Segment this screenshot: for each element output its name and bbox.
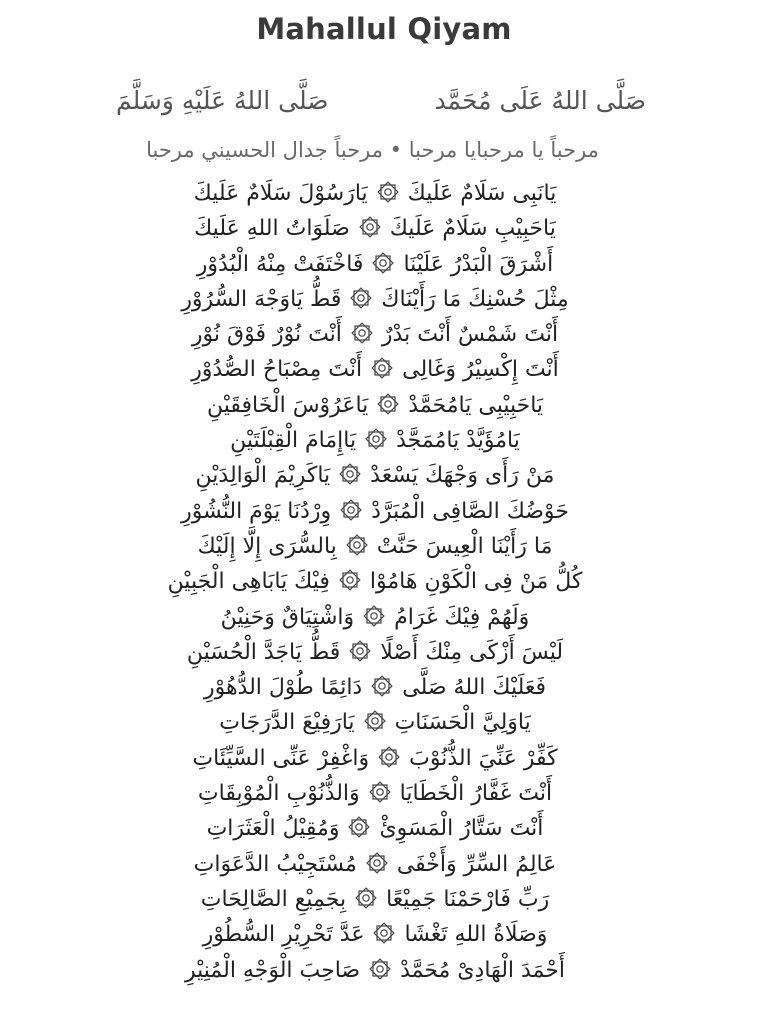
ornate-verse-separator-icon <box>371 675 393 697</box>
verse-line <box>60 176 690 211</box>
ornate-verse-separator-icon <box>359 216 381 238</box>
verse-second-half: وَاشْتِيَاقٌ وَحَنِيْنُ <box>220 604 355 630</box>
verse-second-half: فَاخْتَفَتْ مِنْهُ الْبُدُوْرِ <box>196 251 364 277</box>
verse-list <box>60 176 690 988</box>
verse-second-half: مُسْتَجِيْبُ الدَّعَوَاتِ <box>193 851 357 877</box>
verse-second-half: بِجَمِيْعِ الصَّالِحَاتِ <box>200 886 347 912</box>
verse-first-half: وَصَلَاةُ اللهِ تَغْشَا <box>404 922 548 948</box>
verse-second-half: وَمُقِيْلُ الْعَثَرَاتِ <box>206 816 340 842</box>
verse-second-half: يَارَسُوْلَ سَلَامٌ عَلَيكَ <box>193 181 368 206</box>
ornate-verse-separator-icon <box>366 852 388 874</box>
verse-second-half: وِرْدُنَا يَوْمَ النُّشُوْرِ <box>181 498 332 524</box>
verse-first-half: يَاحَبِيْبِى يَامُحَمَّدْ <box>408 392 544 418</box>
verse-line <box>60 917 690 952</box>
salawat-right: صَلَّى اللهُ عَلَى مُحَمَّد <box>434 86 646 115</box>
verse-line <box>60 705 690 740</box>
verse-first-half: مِثْلَ حُسْنِكَ مَا رَأَيْنَاكَ <box>381 286 569 312</box>
ornate-verse-separator-icon <box>340 499 362 521</box>
verse-line <box>60 847 690 882</box>
verse-second-half: أَنْتَ نُوْرٌ فَوْقَ نُوْرِ <box>191 322 342 348</box>
verse-second-half: صَلَوَاتُ اللهِ عَلَيكَ <box>194 216 350 242</box>
marhaban-line: مرحباً يا مرحبايا مرحبا • مرحباً جدال الحسيني مرحبا <box>146 138 599 162</box>
verse-first-half: يَانَبِى سَلَامٌ عَلَيكَ <box>407 181 557 206</box>
verse-line <box>60 953 690 988</box>
ornate-verse-separator-icon <box>339 463 361 485</box>
salawat-left: صَلَّى اللهُ عَلَيْهِ وَسَلَّمَ <box>116 86 329 115</box>
ornate-verse-separator-icon <box>377 181 399 203</box>
ornate-verse-separator-icon <box>377 393 399 415</box>
verse-line <box>60 388 690 423</box>
ornate-verse-separator-icon <box>350 287 372 309</box>
verse-second-half: يَاكَرِيْمَ الْوَالِدَيْنِ <box>195 463 331 489</box>
ornate-verse-separator-icon <box>339 569 361 591</box>
ornate-verse-separator-icon <box>363 605 385 627</box>
verse-second-half: دَائِمًا طُوْلَ الدُّهُوْرِ <box>203 675 363 701</box>
verse-second-half: قَطُّ يَاوَجْهَ السُّرُوْرِ <box>181 286 342 312</box>
verse-second-half: وَالذُّنُوْبِ الْمُوْبِقَاتِ <box>197 781 360 807</box>
verse-line <box>60 423 690 458</box>
verse-first-half: وَلَهُمْ فِيْكَ غَرَامُ <box>394 604 530 630</box>
verse-line <box>60 600 690 635</box>
verse-line <box>60 317 690 352</box>
verse-line <box>60 494 690 529</box>
verse-first-half: لَيْسَ أَزْكَى مِنْكَ أَصْلًا <box>380 639 564 665</box>
verse-first-half: يَاوَلِيَّ الْحَسَنَاتِ <box>394 710 531 736</box>
ornate-verse-separator-icon <box>364 710 386 732</box>
verse-second-half: وَاغْفِرْ عَنِّى السَّيِّئَاتِ <box>192 745 370 771</box>
ornate-verse-separator-icon <box>349 640 371 662</box>
verse-second-half: بِالسُّرَى إِلَّا إِلَيْكَ <box>197 533 337 559</box>
verse-line <box>60 211 690 246</box>
verse-second-half: يَاعَرُوْسَ الْخَافِقَيْنِ <box>206 392 369 418</box>
verse-second-half: صَاحِبَ الْوَجْهِ الْمُنِيْرِ <box>184 957 361 983</box>
ornate-verse-separator-icon <box>378 746 400 768</box>
verse-first-half: كُلُّ مَنْ فِى الْكَوْنِ هَامُوْا <box>369 569 583 595</box>
verse-first-half: أَنْتَ غَفَّارُ الْخَطَايَا <box>399 781 553 807</box>
ornate-verse-separator-icon <box>372 252 394 274</box>
verse-line <box>60 529 690 564</box>
verse-line <box>60 282 690 317</box>
verse-second-half: يَاإِمَامَ الْقِبْلَتَيْنِ <box>230 428 357 454</box>
verse-first-half: كَفِّرْ عَنِّيَ الذُّنُوْبَ <box>409 745 558 771</box>
ornate-verse-separator-icon <box>355 887 377 909</box>
ornate-verse-separator-icon <box>369 958 391 980</box>
verse-second-half: عَدَّ تَحْرِيْرِ السُّطُوْرِ <box>202 922 365 948</box>
verse-first-half: أَحْمَدَ الْهَادِىْ مُحَمَّدْ <box>400 957 565 983</box>
verse-first-half: أَنْتَ إِكْسِيْرُ وَغَالِى <box>402 357 559 383</box>
ornate-verse-separator-icon <box>348 816 370 838</box>
verse-line <box>60 458 690 493</box>
verse-line <box>60 811 690 846</box>
verse-first-half: رَبِّ فَارْحَمْنَا جَمِيْعًا <box>386 886 550 912</box>
verse-line <box>60 564 690 599</box>
ornate-verse-separator-icon <box>351 322 373 344</box>
verse-second-half: يَارَفِيْعَ الدَّرَجَاتِ <box>219 710 355 736</box>
verse-first-half: مَا رَأَيْنَا الْعِيسَ حَنَّتْ <box>376 533 553 559</box>
ornate-verse-separator-icon <box>346 534 368 556</box>
ornate-verse-separator-icon <box>365 428 387 450</box>
ornate-verse-separator-icon <box>369 781 391 803</box>
salawat-header <box>100 86 660 130</box>
ornate-verse-separator-icon <box>371 357 393 379</box>
verse-line <box>60 741 690 776</box>
verse-first-half: أَشْرَقَ الْبَدْرُ عَلَيْنَا <box>403 251 554 277</box>
verse-line <box>60 635 690 670</box>
verse-line <box>60 247 690 282</box>
verse-first-half: مَنْ رَأَى وَجْهَكَ يَسْعَدْ <box>370 463 555 489</box>
verse-line <box>60 776 690 811</box>
verse-first-half: فَعَلَيْكَ اللهُ صَلَّى <box>402 675 547 701</box>
verse-first-half: يَامُؤَيَّدْ يَامُمَجَّدْ <box>396 428 520 454</box>
verse-second-half: أَنْتَ مِصْبَاحُ الصُّدُوْرِ <box>191 357 363 383</box>
page-title: Mahallul Qiyam <box>256 12 512 46</box>
verse-second-half: فِيْكَ يَابَاهِى الْجَبِيْنِ <box>167 569 330 595</box>
verse-line <box>60 352 690 387</box>
verse-first-half: حَوْضُكَ الصَّافِى الْمُبَرَّدْ <box>371 498 569 524</box>
verse-second-half: قَطُّ يَاجَدَّ الْحُسَيْنِ <box>186 639 341 665</box>
verse-line <box>60 882 690 917</box>
verse-first-half: أَنْتَ سَتَّارُ الْمَسَوِئْ <box>379 816 544 842</box>
verse-first-half: يَاحَبِيْبِ سَلَامٌ عَلَيكَ <box>389 216 556 242</box>
verse-line <box>60 670 690 705</box>
verse-first-half: عَالِمُ السِّرِّ وَأَخْفَى <box>396 851 557 877</box>
ornate-verse-separator-icon <box>373 922 395 944</box>
verse-first-half: أَنْتَ شَمْسٌ أَنْتَ بَدْرٌ <box>381 322 559 348</box>
